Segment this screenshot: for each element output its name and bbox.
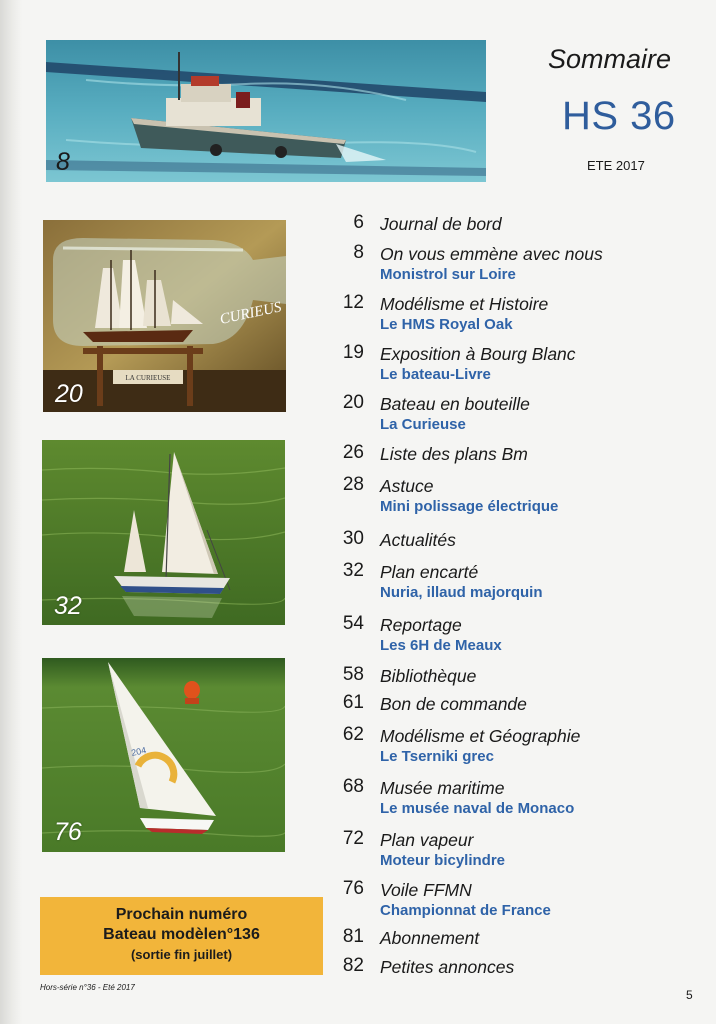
toc-page-number: 82 [342,955,364,976]
bottle-label-text: CURIEUS [218,299,283,328]
next-issue-box [40,897,323,975]
toc-page-number: 20 [342,392,364,413]
toc-page-number: 76 [342,878,364,899]
photo-page-number: 32 [54,592,82,620]
toc-title: Actualités [380,530,456,550]
toc-subtitle: Le HMS Royal Oak [380,316,513,333]
toc-subtitle: Le Tserniki grec [380,748,494,765]
page-number: 5 [686,988,693,1002]
toc-subtitle: La Curieuse [380,416,466,433]
toc-page-number: 32 [342,560,364,581]
toc-title: Petites annonces [380,957,515,977]
toc-page-number: 61 [342,692,364,713]
bottle-plaque-text: LA CURIEUSE [125,374,171,382]
toc-title: Musée maritime [380,778,505,798]
toc-subtitle: Moteur bicylindre [380,852,506,869]
page-fold-shadow [0,0,22,1024]
next-issue-release: (sortie fin juillet) [130,947,233,962]
toc-title: Modélisme et Géographie [380,726,581,746]
next-issue-title: Bateau modèlen°136 [103,926,260,943]
toc-title: Exposition à Bourg Blanc [380,344,576,364]
next-issue-heading: Prochain numéro [115,906,248,923]
footer-issue-info: Hors-série n°36 - Eté 2017 [40,983,135,992]
photo-sailboat-nuria[interactable] [42,440,285,625]
toc-subtitle: Monistrol sur Loire [380,266,516,283]
toc-page-number: 81 [342,926,364,947]
toc-page-number: 30 [342,528,364,549]
toc-title: Liste des plans Bm [380,444,528,464]
issue-season: ETE 2017 [587,158,645,173]
toc-page-number: 6 [353,212,364,233]
toc-page-number: 68 [342,776,364,797]
toc-subtitle: Le musée naval de Monaco [380,800,575,817]
toc-title: Bateau en bouteille [380,394,530,414]
toc-title: On vous emmène avec nous [380,244,603,264]
toc-subtitle: Mini polissage électrique [380,498,559,515]
toc-subtitle: Championnat de France [380,902,551,919]
toc-title: Reportage [380,615,462,635]
toc-title: Plan encarté [380,562,479,582]
toc-page-number: 26 [342,442,364,463]
photo-ship-in-bottle[interactable] [43,220,286,412]
toc-title: Voile FFMN [380,880,472,900]
toc-page-number: 28 [342,474,364,495]
toc-title: Modélisme et Histoire [380,294,549,314]
toc-title: Astuce [380,476,434,496]
toc-page-number: 58 [342,664,364,685]
toc-page-number: 72 [342,828,364,849]
toc-title: Bon de commande [380,694,527,714]
photo-page-number: 76 [54,818,82,846]
toc-page-number: 8 [353,242,364,263]
toc-subtitle: Le bateau-Livre [380,366,491,383]
photo-page-number: 20 [55,380,83,408]
toc-page-number: 19 [342,342,364,363]
toc-title: Plan vapeur [380,830,474,850]
toc-title: Abonnement [380,928,480,948]
page-title: Sommaire [548,44,672,74]
photo-tug-boat[interactable] [46,40,486,182]
toc-subtitle: Nuria, illaud majorquin [380,584,543,601]
toc-page-number: 54 [342,613,364,634]
toc-subtitle: Les 6H de Meaux [380,637,502,654]
toc-title: Journal de bord [380,214,502,234]
photo-rc-yacht[interactable] [42,658,285,852]
yacht-sail-number: 204 [130,745,148,758]
toc-page-number: 12 [342,292,364,313]
photo-page-number: 8 [56,148,70,176]
issue-number: HS 36 [562,94,676,138]
toc-title: Bibliothèque [380,666,477,686]
toc-page-number: 62 [342,724,364,745]
